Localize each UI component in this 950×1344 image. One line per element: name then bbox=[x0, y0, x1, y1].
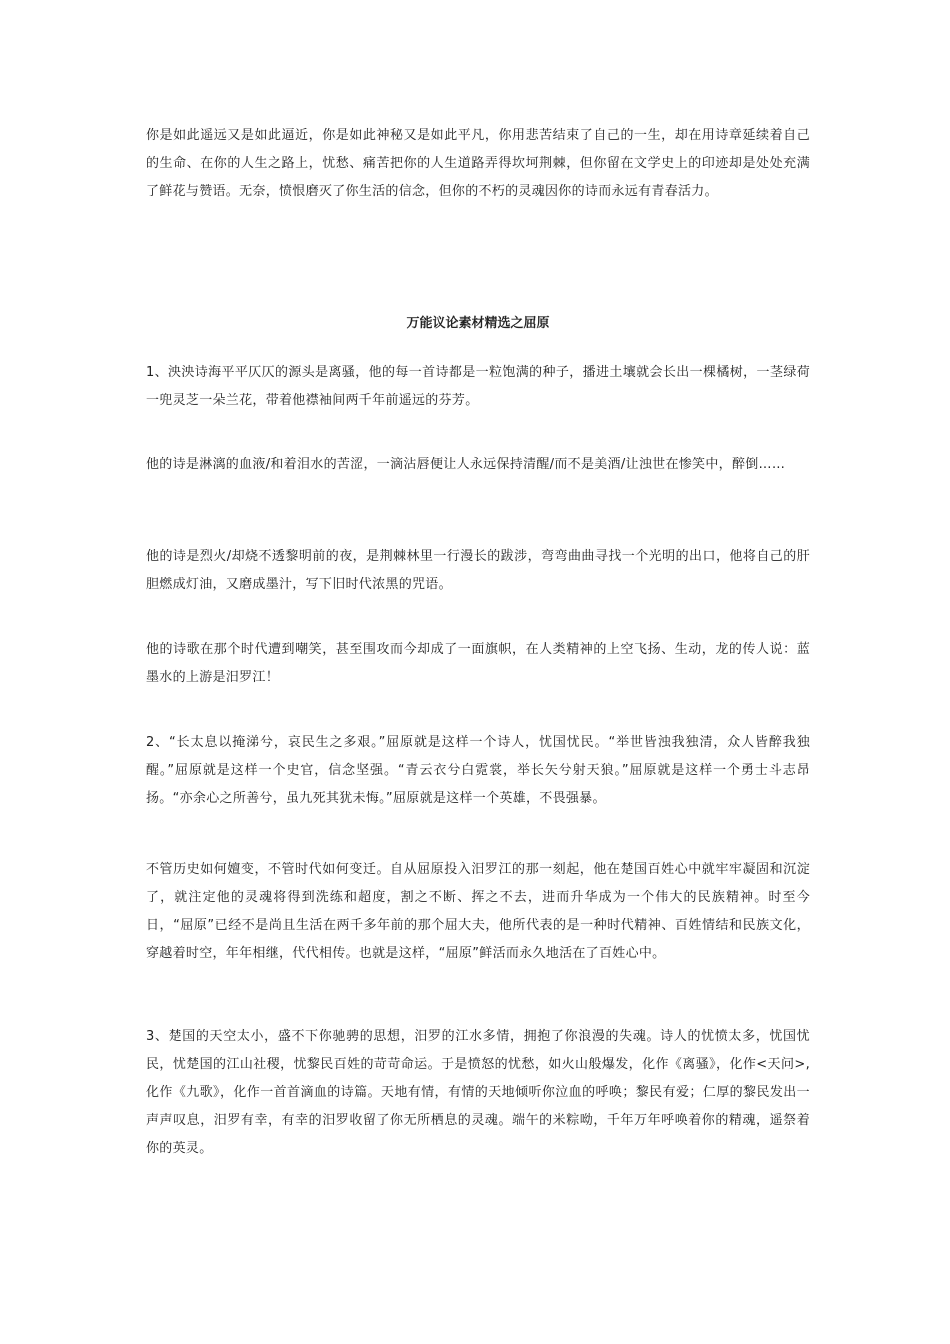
section-title: 万能议论素材精选之屈原 bbox=[406, 316, 550, 331]
intro-paragraph: 你是如此遥远又是如此逼近，你是如此神秘又是如此平凡，你用悲苦结束了自己的一生，却在用诗章延续着自己的生命、在你的人生之路上，忧愁、痛苦把你的人生道路弄得坎坷荆棘，但你留在文学史上的印迹却是处处充满了鲜花与赞语。无奈，愤恨磨灭了你生活的信念，但你的不朽的灵魂因你的诗而永远有青春活力。 bbox=[146, 128, 810, 199]
paragraph-7: 3、楚国的天空太小，盛不下你驰骋的思想，汨罗的江水多情，拥抱了你浪漫的失魂。诗人的忧愤太多，忧国忧民，忧楚国的江山社稷，忧黎民百姓的苛苛命运。于是愤怒的忧愁，如火山般爆发，化作《离骚》，化作<天问>,化作《九歌》，化作一首首滴血的诗篇。天地有情，有情的天地倾听你泣血的呼唤；黎民有爱；仁厚的黎民发出一声声叹息，汨罗有幸，有幸的汨罗收留了你无所栖息的灵魂。端午的米粽呦，千年万年呼唤着你的精魂，遥祭着你的英灵。 bbox=[146, 1029, 810, 1156]
paragraph-3: 他的诗是烈火/却烧不透黎明前的夜，是荆棘林里一行漫长的跋涉，弯弯曲曲寻找一个光明的出口，他将自己的肝胆燃成灯油，又磨成墨汁，写下旧时代浓黑的咒语。 bbox=[146, 549, 810, 592]
paragraph-2: 他的诗是淋漓的血液/和着泪水的苦涩，一滴沾唇便让人永远保持清醒/而不是美酒/让浊世在惨笑中，醉倒…… bbox=[146, 457, 786, 472]
paragraph-1: 1、泱泱诗海平平仄仄的源头是离骚，他的每一首诗都是一粒饱满的种子，播进土壤就会长出一棵橘树，一茎绿荷一兜灵芝一朵兰花，带着他襟袖间两千年前遥远的芬芳。 bbox=[146, 365, 810, 408]
paragraph-5: 2、“长太息以掩涕兮，哀民生之多艰。”屈原就是这样一个诗人，忧国忧民。“举世皆浊我独清，众人皆醉我独醒。”屈原就是这样一个史官，信念坚强。“青云衣兮白霓裳，举长矢兮射天狼。”屈原就是这样一个勇士斗志昂扬。“亦余心之所善兮，虽九死其犹未悔。”屈原就是这样一个英雄，不畏强暴。 bbox=[146, 735, 810, 806]
paragraph-4: 他的诗歌在那个时代遭到嘲笑，甚至围攻而今却成了一面旗帜，在人类精神的上空飞扬、生动，龙的传人说：蓝墨水的上游是汨罗江！ bbox=[146, 642, 810, 685]
paragraph-6: 不管历史如何嬗变，不管时代如何变迁。自从屈原投入汨罗江的那一刻起，他在楚国百姓心中就牢牢凝固和沉淀了，就注定他的灵魂将得到洗练和超度，割之不断、挥之不去，进而升华成为一个伟大的民族精神。时至今日，“屈原”已经不是尚且生活在两千多年前的那个屈大夫，他所代表的是一种时代精神、百姓情结和民族文化，穿越着时空，年年相继，代代相传。也就是这样，“屈原”鲜活而永久地活在了百姓心中。 bbox=[146, 862, 810, 961]
